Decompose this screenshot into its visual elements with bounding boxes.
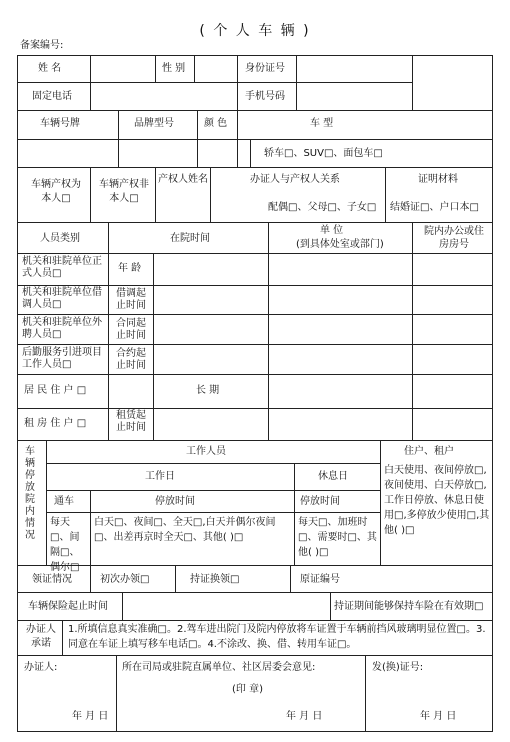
- row-line: [17, 592, 493, 593]
- id-no-label: 身份证号: [245, 63, 285, 74]
- not-own-checkbox[interactable]: 车辆产权非本人□: [99, 179, 149, 204]
- col-line: [108, 222, 109, 441]
- workday-label: 工作日: [145, 471, 175, 482]
- person-type-label: 人员类别: [40, 233, 80, 244]
- col-line: [290, 565, 291, 593]
- commute-label: 通车: [54, 496, 74, 507]
- col-line: [153, 253, 154, 441]
- applicant-date: 年 月 日: [72, 711, 109, 722]
- proof-label: 证明材料: [418, 174, 458, 185]
- row-line: [17, 344, 493, 345]
- col-line: [175, 565, 176, 593]
- proof-options: 结婚证□、户口本□: [390, 202, 479, 213]
- resident-label: 住户、租户: [404, 446, 454, 457]
- name-label: 姓 名: [38, 63, 62, 74]
- commute-options[interactable]: 每天□、间隔□、偶尔□: [50, 517, 80, 573]
- lease-period-label: 租赁起止时间: [116, 410, 146, 433]
- col-line: [412, 55, 413, 111]
- unit-label: 单 位: [320, 225, 344, 236]
- col-line: [380, 440, 381, 566]
- resident-options[interactable]: 白天使用、夜间停放□,夜间使用、白天停放□,工作日停放、休息日使用□,多停放少使用□,其他( )□: [384, 465, 490, 536]
- parking-side-label: 车辆停放院内情况: [25, 446, 35, 541]
- restday-label: 休息日: [318, 471, 348, 482]
- house-label: 院内办公或住房房号: [424, 226, 484, 250]
- table-border: [492, 55, 493, 732]
- row-line: [46, 463, 380, 464]
- col-line: [268, 222, 269, 441]
- col-line: [116, 655, 117, 732]
- col-line: [237, 110, 238, 168]
- commitment-text: 1.所填信息真实准确□。2.驾车进出院门及院内停放将车证置于车辆前挡风玻璃明显位置□。3.同意在车证上填写移车电话□。4.不涂改、换、借、转用车证□。: [68, 624, 486, 650]
- col-line: [90, 167, 91, 223]
- category-regular[interactable]: 机关和驻院单位正式人员□: [22, 256, 102, 279]
- row-line: [17, 139, 493, 140]
- issue-date: 年 月 日: [420, 711, 457, 722]
- row-line: [17, 285, 493, 286]
- col-line: [155, 55, 156, 83]
- row-line: [17, 222, 493, 223]
- plate-label: 车辆号牌: [40, 118, 80, 129]
- in-time-label: 在院时间: [170, 233, 210, 244]
- col-line: [412, 222, 413, 441]
- type-label: 车 型: [310, 118, 334, 129]
- brand-label: 品牌型号: [134, 118, 174, 129]
- relation-label: 办证人与产权人关系: [250, 174, 340, 185]
- col-line: [62, 620, 63, 656]
- owner-name-label: 产权人姓名: [158, 174, 208, 185]
- col-line: [385, 167, 386, 223]
- rest-time-options[interactable]: 每天□、加班时□、需要时□、其他( )□: [298, 517, 377, 558]
- row-line: [17, 314, 493, 315]
- col-line: [210, 167, 211, 223]
- row-line: [46, 512, 380, 513]
- col-line: [122, 592, 123, 621]
- col-line: [90, 565, 91, 593]
- type-options: 轿车□、SUV□、面包车□: [264, 148, 383, 159]
- col-line: [90, 490, 91, 566]
- park-time-label: 停放时间: [155, 496, 195, 507]
- col-line: [46, 440, 47, 566]
- table-border: [17, 731, 493, 732]
- work-time-options[interactable]: 白天□、夜间□、全天□,白天并偶尔夜间□、出差再京时全天□、其他( )□: [94, 517, 276, 543]
- age-label: 年 龄: [118, 263, 142, 274]
- col-line: [118, 110, 119, 168]
- col-line: [197, 110, 198, 168]
- renew-license-checkbox[interactable]: 持证换领□: [190, 574, 240, 585]
- unit-note: (到具体处室或部门): [296, 239, 384, 250]
- opinion-date: 年 月 日: [286, 711, 323, 722]
- row-line: [17, 167, 493, 168]
- seconded-period-label: 借调起止时间: [116, 288, 146, 311]
- category-resident[interactable]: 居 民 住 户 □: [24, 385, 87, 396]
- col-line: [194, 55, 195, 83]
- row-line: [17, 565, 493, 566]
- color-label: 颜 色: [204, 118, 228, 129]
- col-line: [90, 55, 91, 83]
- col-line: [330, 592, 331, 621]
- row-line: [17, 110, 493, 111]
- staff-label: 工作人员: [186, 446, 226, 457]
- table-border: [17, 55, 493, 56]
- row-line: [46, 490, 380, 491]
- col-line: [237, 55, 238, 111]
- own-checkbox[interactable]: 车辆产权为本人□: [31, 179, 81, 204]
- long-term-label: 长 期: [196, 385, 220, 396]
- mobile-label: 手机号码: [245, 91, 285, 102]
- license-label: 领证情况: [32, 574, 72, 585]
- row-line: [17, 82, 412, 83]
- form-title: ( 个 人 车 辆 ): [199, 23, 311, 39]
- applicant-label: 办证人:: [24, 662, 58, 673]
- seal-label: (印 章): [232, 684, 263, 695]
- row-line: [17, 655, 493, 656]
- rest-park-time-label: 停放时间: [300, 496, 340, 507]
- row-line: [17, 253, 493, 254]
- orig-no-label: 原证编号: [300, 574, 340, 585]
- row-line: [17, 440, 493, 441]
- issue-no-label: 发(换)证号:: [372, 662, 424, 673]
- insurance-label: 车辆保险起止时间: [28, 601, 108, 612]
- opinion-label: 所在司局或驻院直属单位、社区居委会意见:: [122, 662, 316, 673]
- service-period-label: 合约起止时间: [116, 348, 146, 371]
- phone-label: 固定电话: [32, 91, 72, 102]
- col-line: [296, 55, 297, 111]
- insurance-note[interactable]: 持证期间能够保持车险在有效期□: [334, 601, 484, 612]
- col-line: [90, 82, 91, 111]
- commitment-label: 办证人承诺: [26, 624, 56, 649]
- col-line: [250, 139, 251, 168]
- category-service[interactable]: 后勤服务引进项目工作人员□: [22, 347, 102, 370]
- record-no-label: 备案编号:: [20, 40, 64, 51]
- col-line: [294, 463, 295, 566]
- first-license-checkbox[interactable]: 初次办领□: [100, 574, 150, 585]
- category-seconded[interactable]: 机关和驻院单位借调人员□: [22, 287, 102, 310]
- category-tenant[interactable]: 租 房 住 户 □: [24, 418, 87, 429]
- contract-period-label: 合同起止时间: [116, 318, 146, 341]
- table-border: [17, 55, 18, 732]
- row-line: [17, 620, 493, 621]
- gender-label: 性 别: [162, 63, 186, 74]
- col-line: [155, 195, 156, 196]
- col-line: [365, 655, 366, 732]
- row-line: [17, 374, 493, 375]
- relation-options: 配偶□、父母□、子女□: [268, 202, 377, 213]
- category-contract[interactable]: 机关和驻院单位外聘人员□: [22, 317, 102, 340]
- row-line: [17, 408, 493, 409]
